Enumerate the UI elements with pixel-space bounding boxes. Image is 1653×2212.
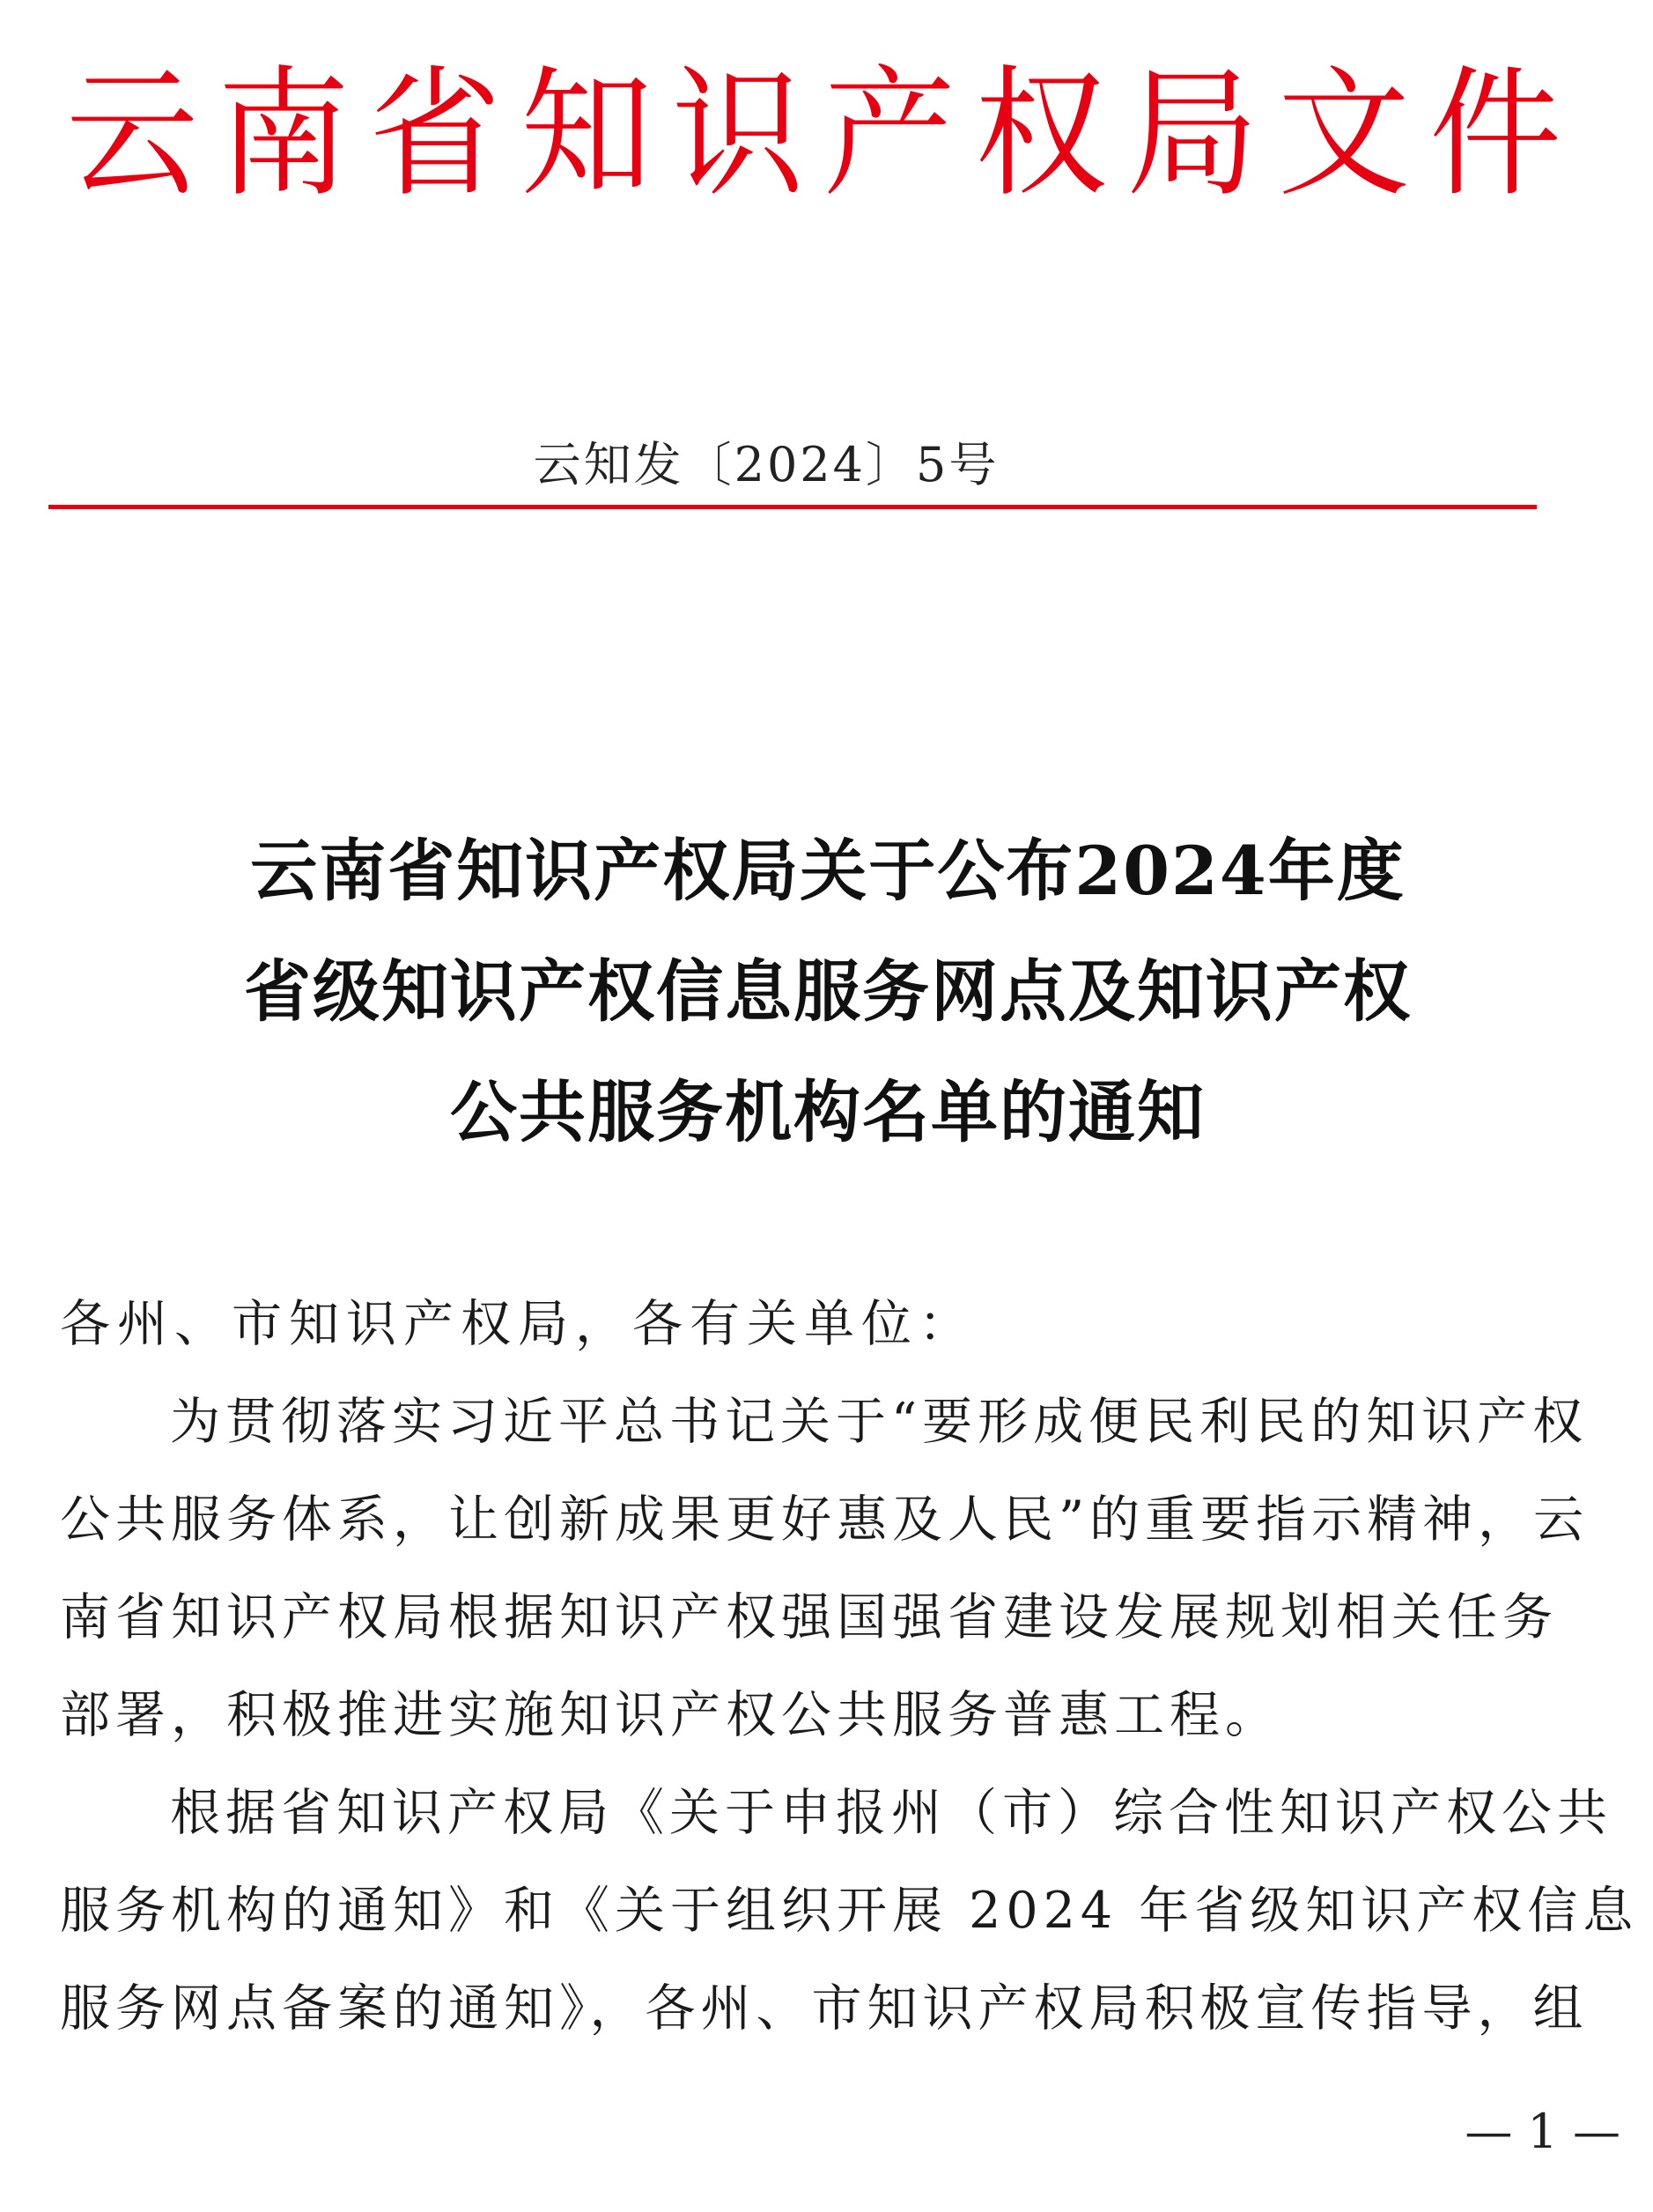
document-header-title: 云南省知识产权局文件 (65, 53, 1581, 217)
notice-title-line: 省级知识产权信息服务网点及知识产权 (244, 952, 1412, 1031)
body-line: 为贯彻落实习近平总书记关于“要形成便民利民的知识产权 (170, 1393, 1589, 1451)
body-line: 根据省知识产权局《关于申报州（市）综合性知识产权公共 (170, 1784, 1612, 1842)
notice-title-line: 云南省知识产权局关于公布2024年度 (250, 832, 1406, 910)
notice-title-line: 公共服务机构名单的通知 (450, 1073, 1206, 1151)
body-line: 公共服务体系，让创新成果更好惠及人民”的重要指示精神，云 (60, 1491, 1590, 1549)
notice-title (123, 810, 1532, 1173)
salutation: 各州、市知识产权局，各有关单位： (60, 1295, 976, 1353)
body-line: 服务机构的通知》和《关于组织开展 2024 年省级知识产权信息 (60, 1882, 1639, 1940)
notice-body (60, 1276, 1639, 2058)
page-number: — 1 — (1465, 2104, 1620, 2159)
body-line: 服务网点备案的通知》，各州、市知识产权局积极宣传指导，组 (60, 1979, 1589, 2038)
red-divider-line (48, 505, 1537, 509)
document-number: 云知发〔2024〕5号 (533, 437, 1000, 492)
body-line: 南省知识产权局根据知识产权强国强省建设发展规划相关任务 (60, 1588, 1558, 1646)
body-line: 部署，积极推进实施知识产权公共服务普惠工程。 (60, 1686, 1280, 1744)
